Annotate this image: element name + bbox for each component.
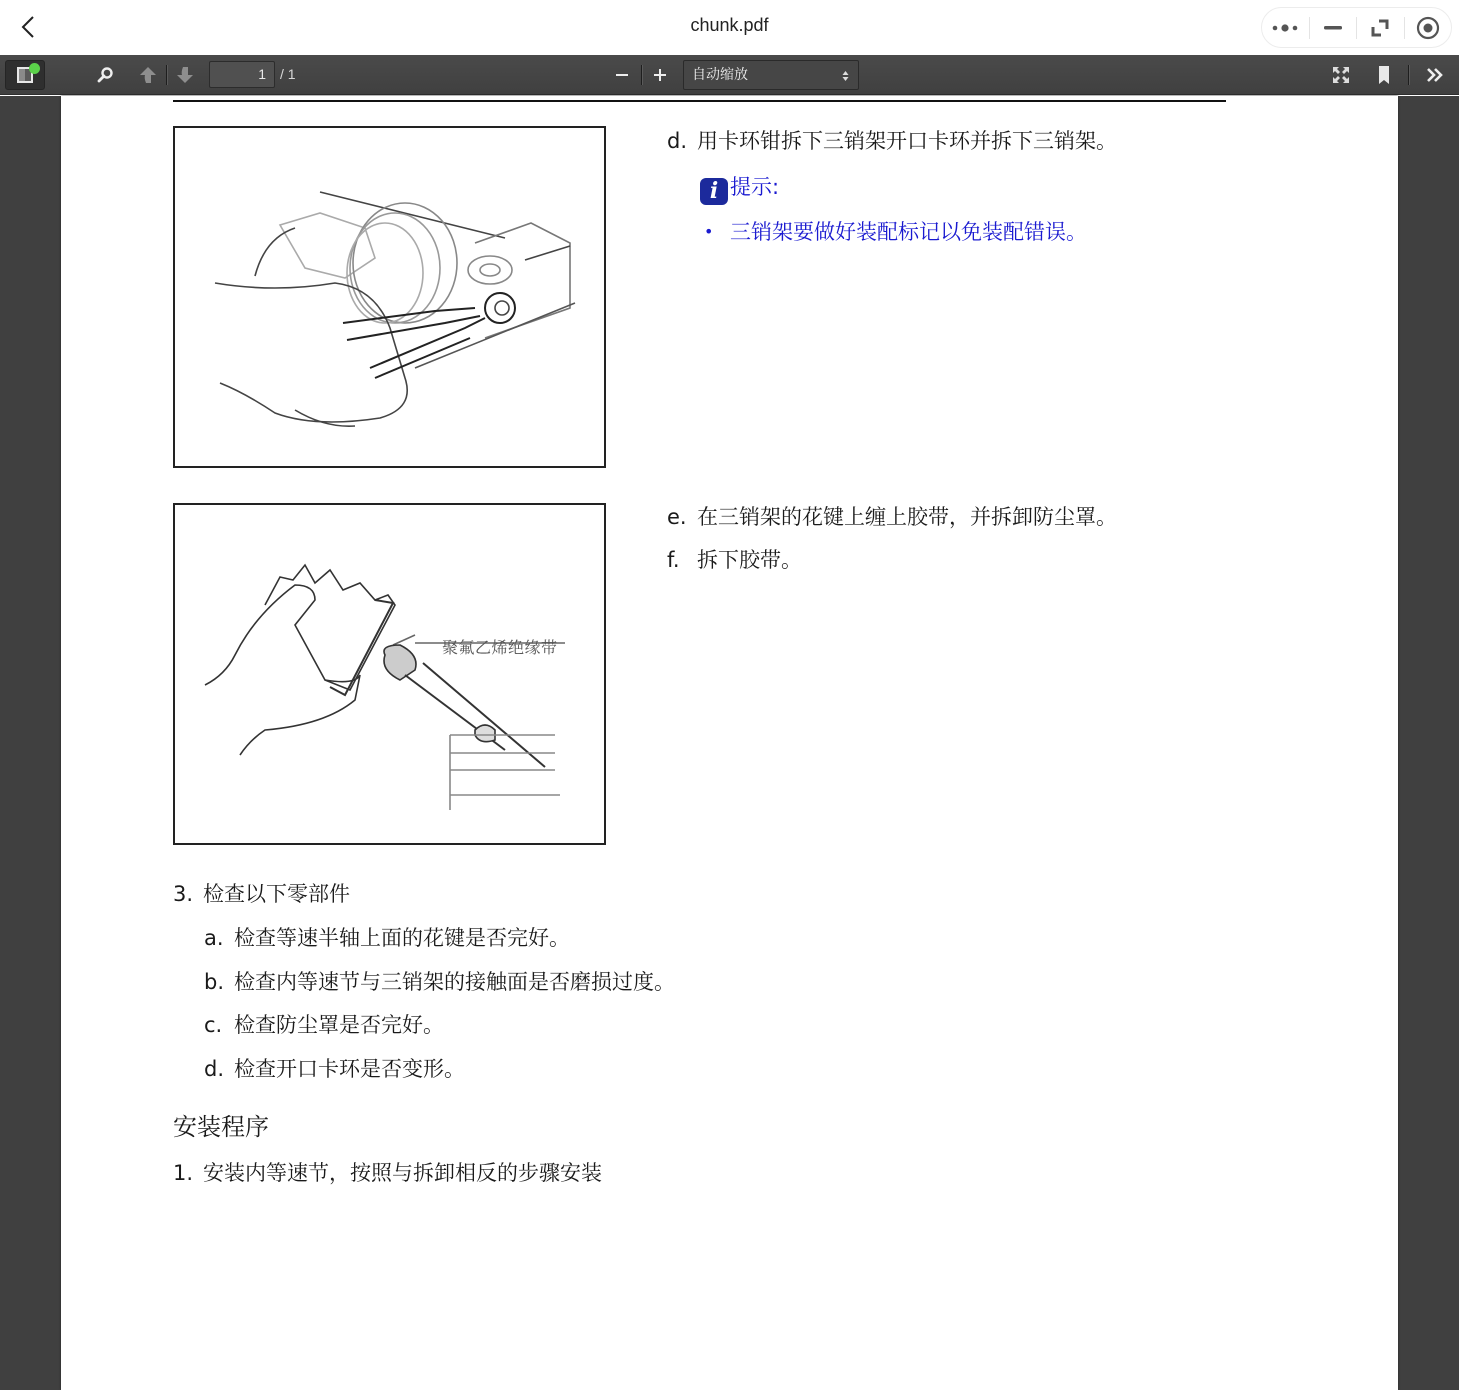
more-icon [1271, 23, 1299, 33]
check-item-b [204, 969, 675, 995]
item-text: 检查防尘罩是否完好。 [234, 1013, 444, 1037]
step-f [667, 547, 802, 573]
sidebar-toggle-button[interactable] [5, 60, 45, 90]
hint-title [700, 174, 779, 205]
section-marker: 3. [173, 882, 194, 906]
minimize-icon [1323, 25, 1343, 31]
document-title: chunk.pdf [690, 15, 769, 35]
presentation-mode-button[interactable] [1328, 60, 1354, 90]
check-item-d [204, 1056, 465, 1082]
search-icon [96, 66, 114, 84]
item-marker: b. [204, 970, 225, 994]
toolbar-divider [641, 65, 642, 85]
fullscreen-icon [1332, 66, 1350, 84]
item-text: 检查等速半轴上面的花键是否完好。 [234, 926, 570, 950]
item-marker: a. [204, 926, 224, 950]
hint-bullet-text: 三销架要做好装配标记以免装配错误。 [730, 220, 1087, 244]
pdf-page [61, 96, 1398, 1390]
record-icon [1416, 16, 1440, 40]
snap-ring-pliers-illustration [175, 128, 606, 468]
item-text: 检查内等速节与三销架的接触面是否磨损过度。 [234, 970, 675, 994]
step-text: 在三销架的花键上缠上胶带，并拆卸防尘罩。 [697, 505, 1117, 529]
figure-dust-boot-removal [173, 503, 606, 845]
toolbar-divider [1408, 65, 1409, 85]
previous-page-button[interactable] [135, 60, 161, 90]
figure-callout-label: 聚氟乙烯绝缘带 [442, 638, 558, 657]
zoom-select[interactable] [683, 60, 859, 90]
arrow-up-icon [138, 65, 158, 85]
restore-icon [1370, 18, 1390, 38]
step-marker: d. [667, 129, 688, 153]
section-3-title [173, 881, 350, 907]
pdf-toolbar [0, 55, 1459, 95]
window-capsule [1261, 7, 1452, 48]
tools-menu-button[interactable] [1422, 60, 1448, 90]
dust-boot-illustration [175, 505, 606, 845]
more-button[interactable] [1262, 8, 1309, 47]
step-marker: f. [667, 548, 680, 572]
hint-label: 提示: [730, 175, 780, 199]
step-text: 安装内等速节，按照与拆卸相反的步骤安装 [203, 1161, 602, 1185]
item-marker: c. [204, 1013, 223, 1037]
check-item-c [204, 1012, 444, 1038]
select-arrows-icon [842, 70, 849, 82]
minus-icon [615, 68, 629, 82]
step-text: 用卡环钳拆下三销架开口卡环并拆下三销架。 [697, 129, 1117, 153]
arrow-down-icon [175, 65, 195, 85]
notification-dot [29, 63, 40, 74]
header-rule [173, 100, 1226, 102]
step-text: 拆下胶带。 [697, 548, 802, 572]
title-bar [0, 0, 1459, 55]
install-step-1 [173, 1160, 602, 1186]
install-heading: 安装程序 [173, 1113, 269, 1141]
step-marker: e. [667, 505, 687, 529]
restore-button[interactable] [1357, 8, 1404, 47]
close-button[interactable] [1405, 8, 1452, 47]
bullet-icon: • [704, 222, 714, 241]
figure-snap-ring-removal [173, 126, 606, 468]
item-text: 检查开口卡环是否变形。 [234, 1057, 465, 1081]
bookmark-button[interactable] [1372, 60, 1396, 90]
page-total: / 1 [280, 66, 296, 82]
hint-bullet [704, 219, 1087, 245]
next-page-button[interactable] [172, 60, 198, 90]
item-marker: d. [204, 1057, 225, 1081]
zoom-select-value: 自动缩放 [692, 67, 748, 83]
double-chevron-right-icon [1425, 66, 1445, 84]
zoom-out-button[interactable] [610, 60, 634, 90]
document-viewer[interactable] [0, 96, 1459, 1390]
minimize-button[interactable] [1310, 8, 1357, 47]
step-e [667, 504, 1117, 530]
step-marker: 1. [173, 1161, 194, 1185]
toolbar-divider [166, 65, 167, 85]
zoom-in-button[interactable] [648, 60, 672, 90]
bookmark-icon [1377, 65, 1391, 85]
page-number-input[interactable]: 1 [209, 61, 275, 88]
step-d [667, 128, 1117, 154]
info-icon: i [700, 178, 728, 205]
check-item-a [204, 925, 570, 951]
section-title: 检查以下零部件 [203, 882, 350, 906]
plus-icon [653, 68, 667, 82]
search-button[interactable] [92, 60, 118, 90]
